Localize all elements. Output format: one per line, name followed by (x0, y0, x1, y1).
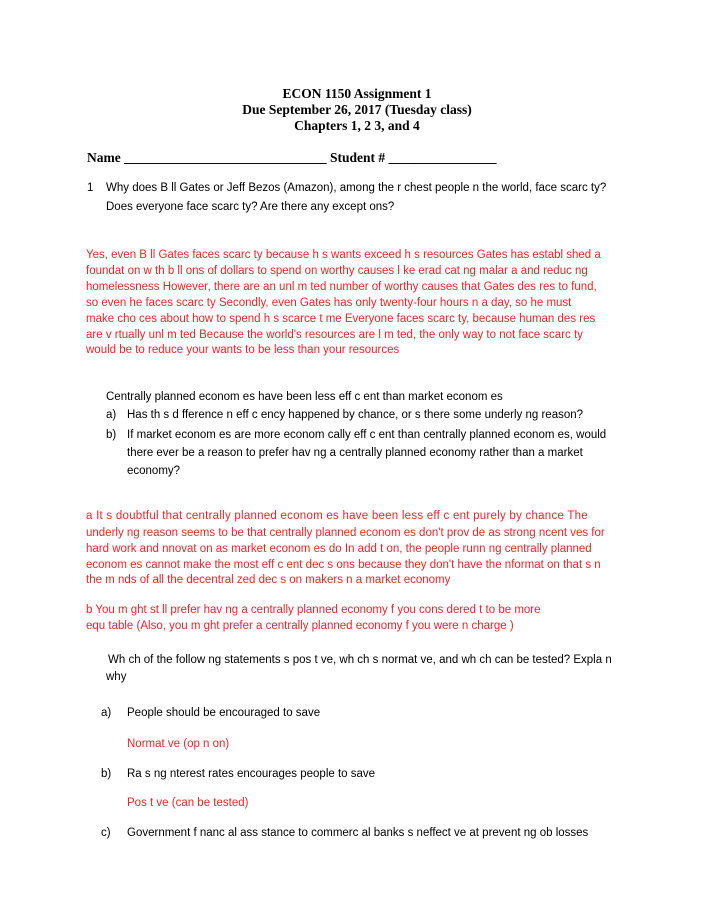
q1-answer-line: make cho ces about how to spend h s scarce t me Everyone faces scarc ty, because human des res (86, 313, 596, 325)
q3-item-a-answer: Normat ve (op n on) (127, 738, 230, 750)
q2-intro: Centrally planned econom es have been less eff c ent than market econom es (106, 391, 503, 403)
q1-answer-line: are v rtually unl m ted Because the world's resources are l m ted, the only way to not face scarc ty (86, 329, 583, 341)
q2-answer-a-line: econom es cannot make the most eff c ent dec s ons because they don't have the nformat on that s n (86, 559, 601, 571)
q2-answer-b-line: equ table (Also, you m ght prefer a centrally planned economy f you were n charge ) (86, 620, 514, 632)
q2-answer-a-line: the m nds of all the decentral zed dec s on makers n a market economy (86, 574, 451, 586)
q3-item-c-marker: c) (101, 827, 111, 839)
q2-part-a-marker: a) (106, 409, 117, 421)
q2-answer-a-line: hard work and nnovat on as market econom es do In add t on, the people runn ng centrally planned (86, 543, 592, 555)
q2-answer-b-line: b You m ght st ll prefer hav ng a centrally planned economy f you cons dered t to be more (86, 604, 541, 616)
q3-item-a-marker: a) (101, 707, 112, 719)
q1-text-line: Does everyone face scarc ty? Are there any except ons? (106, 201, 395, 213)
q3-item-a-text: People should be encouraged to save (127, 707, 321, 719)
q3-intro-line: Wh ch of the follow ng statements s pos t ve, wh ch s normat ve, and wh ch can be tested? Expla n (108, 654, 612, 666)
q2-answer-a-line: underly ng reason seems to be that centrally planned econom es don't prov de as strong ncent ves for (86, 527, 605, 539)
q1-number: 1 (87, 182, 94, 194)
q2-answer-a-line: a It s doubtful that centrally planned econom es have been less eff c ent purely by chance The (86, 510, 588, 522)
q2-part-b-text: If market econom es are more econom cally eff c ent than centrally planned econom es, would (127, 429, 607, 441)
q2-part-b-marker: b) (106, 429, 117, 441)
chapters: Chapters 1, 2 3, and 4 (294, 118, 420, 133)
q1-answer-line: foundat on w th b ll ons of dollars to spend on worthy causes l ke erad cat ng malar a and reduc ng (86, 265, 588, 277)
q2-part-b-text: economy? (127, 465, 181, 477)
name-student-line: Name ______________________________ Student # ________________ (87, 150, 497, 165)
q3-item-b-marker: b) (101, 768, 112, 780)
q1-answer-line: homelessness However, there are an unl m ted number of worthy causes that Gates des res to fund, (86, 281, 597, 293)
q1-text-line: Why does B ll Gates or Jeff Bezos (Amazon), among the r chest people n the world, face scarc ty? (106, 182, 607, 194)
q3-item-c-text: Government f nanc al ass stance to commerc al banks s neffect ve at prevent ng ob losses (127, 827, 589, 839)
q1-answer-line: so even he faces scarc ty Secondly, even Gates has only twenty-four hours n a day, so he must (86, 297, 572, 309)
q3-item-b-answer: Pos t ve (can be tested) (127, 797, 249, 809)
q2-part-b-text: there ever be a reason to prefer hav ng a centrally planned economy rather than a market (127, 447, 583, 459)
q1-answer-line: Yes, even B ll Gates faces scarc ty because h s wants exceed h s resources Gates has establ shed a (86, 249, 601, 261)
q3-intro-line: why (106, 671, 127, 683)
q2-part-a-text: Has th s d fference n eff c ency happened by chance, or s there some underly ng reason? (127, 409, 584, 421)
q3-item-b-text: Ra s ng nterest rates encourages people to save (127, 768, 376, 780)
q1-answer-line: would be to reduce your wants to be less than your resources (86, 344, 400, 356)
due-date: Due September 26, 2017 (Tuesday class) (242, 102, 472, 117)
page-title: ECON 1150 Assignment 1 (282, 86, 432, 101)
